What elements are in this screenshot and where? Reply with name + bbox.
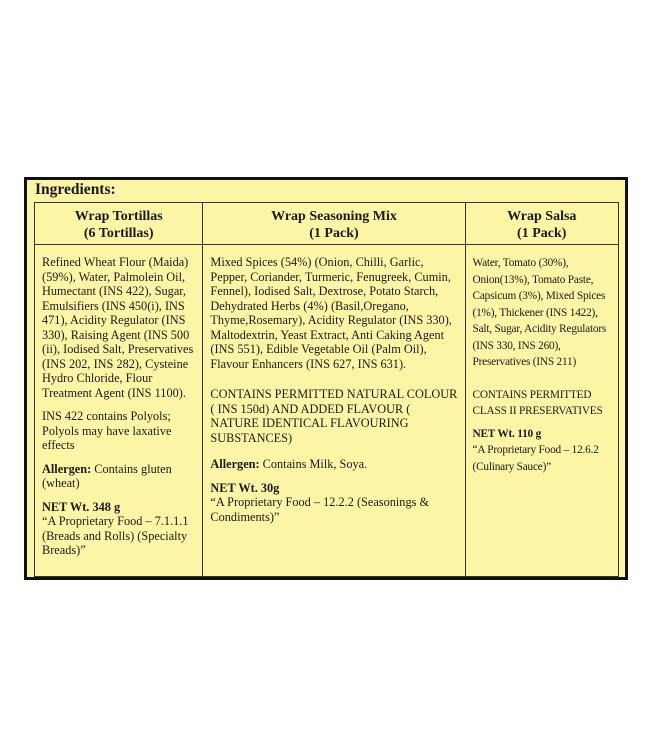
tortillas-ingredients: Refined Wheat Flour (Maida) (59%), Water, Palmolein Oil, Humectant (INS 422), Sugar, Emulsifiers (INS 450(i), INS 471), Acidity Regulator (INS 330), Raising Agent (INS 500 (ii), Iodised Salt, Preservatives (INS 202, INS 282), Cysteine Hydro Chloride, Flour Treatment Agent (INS 1100).: [42, 255, 194, 400]
salsa-body: [466, 245, 618, 475]
allergen-label: Allergen:: [210, 457, 260, 471]
allergen-text: Contains Milk, Soya.: [259, 457, 368, 471]
seasoning-body: [203, 245, 464, 524]
seasoning-subtitle: (1 Pack): [309, 226, 359, 241]
seasoning-title: Wrap Seasoning Mix: [271, 209, 397, 224]
tortillas-net-weight: NET Wt. 348 g: [42, 499, 121, 514]
salsa-title: Wrap Salsa: [507, 209, 577, 224]
tortillas-category: “A Proprietary Food – 7.1.1.1 (Breads and Rolls) (Specialty Breads)”: [42, 514, 189, 557]
salsa-note: CONTAINS PERMITTED CLASS II PRESERVATIVES: [472, 388, 603, 417]
ingredients-table: [34, 202, 619, 577]
salsa-subtitle: (1 Pack): [517, 226, 567, 241]
seasoning-header: [203, 203, 464, 245]
salsa-ingredients: Water, Tomato (30%), Onion(13%), Tomato Paste, Capsicum (3%), Mixed Spices (1%), Thickener (INS 1422), Salt, Sugar, Acidity Regulators (INS 330, INS 260), Preservatives (INS 211): [472, 257, 607, 368]
seasoning-note: CONTAINS PERMITTED NATURAL COLOUR ( INS 150d) AND ADDED FLAVOUR ( NATURE IDENTICAL FLAVOURING SUBSTANCES): [210, 387, 458, 445]
tortillas-title: Wrap Tortillas: [74, 209, 163, 224]
allergen-text: Contains gluten (wheat): [42, 461, 172, 490]
salsa-header: [466, 203, 618, 245]
tortillas-column: [35, 203, 202, 576]
seasoning-ingredients: Mixed Spices (54%) (Onion, Chilli, Garlic, Pepper, Coriander, Turmeric, Fenugreek, Cumin, Fennel), Iodised Salt, Dextrose, Potato Starch, Dehydrated Herbs (4%) (Basil,Oregano, Thyme,Rosemary), Acidity Regulator (INS 330), Maltodextrin, Yeast Extract, Anti Caking Agent (INS 551), Edible Vegetable Oil (Palm Oil), Flavour Enhancers (INS 627, INS 631).: [210, 255, 452, 371]
tortillas-header: [35, 203, 202, 245]
salsa-category: “A Proprietary Food – 12.6.2 (Culinary Sauce)”: [472, 444, 599, 473]
seasoning-allergen: [210, 457, 460, 472]
seasoning-column: [202, 203, 464, 576]
ingredients-panel: [24, 177, 628, 580]
allergen-label: Allergen:: [42, 461, 92, 476]
seasoning-net-weight: NET Wt. 30g: [210, 480, 280, 495]
tortillas-note: INS 422 contains Polyols; Polyols may have laxative effects: [42, 409, 172, 452]
tortillas-subtitle: (6 Tortillas): [83, 226, 154, 241]
ingredients-heading: Ingredients:: [35, 181, 116, 198]
salsa-net-weight: NET Wt. 110 g: [472, 427, 542, 440]
salsa-column: [465, 203, 618, 576]
tortillas-allergen: [42, 462, 198, 491]
tortillas-body: [35, 245, 202, 558]
seasoning-category: “A Proprietary Food – 12.2.2 (Seasonings & Condiments)”: [210, 495, 430, 524]
